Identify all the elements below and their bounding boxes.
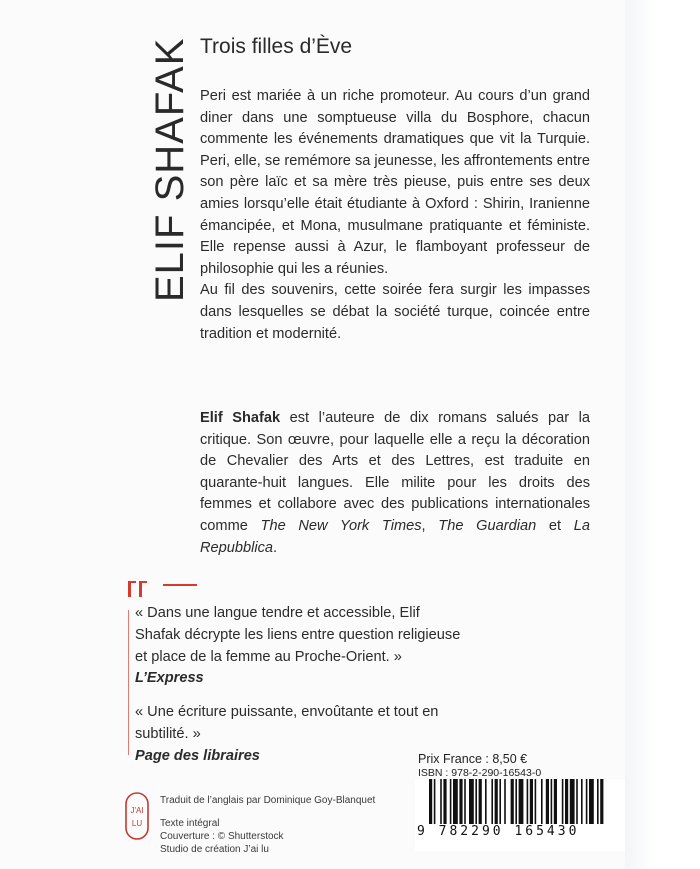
barcode-bar bbox=[499, 779, 501, 825]
quote-source: L’Express bbox=[135, 670, 204, 687]
barcode-bar bbox=[504, 779, 506, 825]
bio-separator-1: , bbox=[421, 517, 439, 534]
barcode-bar bbox=[546, 779, 549, 825]
barcode-bar bbox=[495, 779, 498, 825]
barcode-bar bbox=[519, 779, 524, 825]
bio-publication-1: The New York Times bbox=[260, 517, 422, 534]
barcode-bar bbox=[511, 779, 514, 825]
bio-publication-3: La Repubblica bbox=[200, 517, 590, 556]
summary-paragraph-1: Peri est mariée à un riche promoteur. Au cours d’un grand diner dans une somptueuse villa du Bosphore, chacun commente les événements dramatiques que vit la Turquie. Peri, elle, se remémore sa jeunesse, les affrontements entre son père laïc et sa mère très pieuse, puis entre ses deux amies lorsqu’elle était étudiante à Oxford : Shirin, Iranienne émancipée, et Mona, musulmane pratiquante et féministe. Elle repense aussi à Azur, le flamboyant professeur de philosophie qui les a réunies. bbox=[200, 88, 590, 277]
price-info bbox=[418, 752, 541, 779]
press-quote bbox=[135, 603, 465, 690]
author-name: ELIF SHAFAK bbox=[148, 37, 192, 302]
barcode-bar bbox=[565, 779, 568, 825]
barcode-bar bbox=[479, 779, 482, 825]
barcode bbox=[415, 779, 630, 851]
bio-author-name: Elif Shafak bbox=[200, 410, 281, 426]
bio-separator-2: et bbox=[536, 517, 574, 534]
barcode-bar bbox=[443, 779, 446, 825]
barcode-bar bbox=[597, 779, 599, 825]
barcode-bar bbox=[541, 779, 543, 825]
barcode-bar bbox=[469, 779, 474, 825]
studio-credit: Studio de création J’ai lu bbox=[160, 844, 269, 855]
barcode-bar bbox=[459, 779, 462, 825]
quote-vertical-rule bbox=[128, 610, 129, 755]
credits bbox=[160, 794, 375, 856]
barcode-bar bbox=[485, 779, 487, 825]
integral-text-note: Texte intégral bbox=[160, 818, 220, 829]
barcode-bar bbox=[554, 779, 557, 825]
barcode-bar bbox=[464, 779, 466, 825]
page-edge bbox=[625, 0, 700, 869]
barcode-bar bbox=[440, 779, 442, 825]
quote-text: « Une écriture puissante, envoûtante et tout en subtilité. » bbox=[135, 704, 439, 742]
barcode-digits: 9 782290 165430 bbox=[415, 824, 627, 839]
press-quote bbox=[135, 702, 465, 767]
author-bio bbox=[200, 408, 590, 559]
barcode-bar bbox=[562, 779, 564, 825]
book-title: Trois filles d’Ève bbox=[200, 35, 353, 58]
svg-text:LU: LU bbox=[131, 819, 143, 828]
barcode-bar bbox=[475, 779, 477, 825]
author-name-vertical bbox=[110, 30, 192, 310]
bio-publication-2: The Guardian bbox=[438, 517, 537, 534]
barcode-bar bbox=[581, 779, 583, 825]
barcode-bar bbox=[589, 779, 594, 825]
barcode-bar bbox=[551, 779, 553, 825]
quote-mark-icon bbox=[126, 577, 156, 599]
barcode-bar bbox=[491, 779, 493, 825]
press-quotes bbox=[135, 603, 465, 768]
barcode-bar bbox=[586, 779, 588, 825]
isbn: ISBN : 978-2-290-16543-0 bbox=[418, 767, 542, 779]
price: Prix France : 8,50 € bbox=[418, 752, 528, 766]
red-divider bbox=[163, 584, 197, 586]
translation-credit: Traduit de l’anglais par Dominique Goy-Blanquet bbox=[160, 795, 376, 806]
bio-end: . bbox=[273, 539, 278, 556]
summary-text bbox=[200, 86, 590, 345]
cover-credit: Couverture : © Shutterstock bbox=[160, 831, 284, 842]
quote-text: « Dans une langue tendre et accessible, Elif Shafak décrypte les liens entre question religieuse et place de la femme au Proche-Orient. » bbox=[135, 605, 461, 665]
barcode-bar bbox=[576, 779, 578, 825]
barcode-bar bbox=[530, 779, 533, 825]
barcode-bar bbox=[453, 779, 458, 825]
barcode-bar bbox=[535, 779, 537, 825]
barcode-bar bbox=[570, 779, 575, 825]
barcode-bar bbox=[450, 779, 452, 825]
svg-text:J'AI: J'AI bbox=[130, 806, 144, 815]
quote-source: Page des libraires bbox=[135, 747, 260, 764]
barcode-bar bbox=[527, 779, 529, 825]
bio-text: est l’auteure de dix romans salués par la critique. Son œuvre, pour laquelle elle a reçu la décoration de Chevalier des Arts et des Lettres, est traduite en quarante-huit langues. Elle milite pour les droits des femmes et collabore avec des publications internationales comme bbox=[200, 410, 590, 534]
summary-paragraph-2: Au fil des souvenirs, cette soirée fera surgir les impasses dans lesquelles se débat la société turque, coincée entre tradition et modernité. bbox=[200, 282, 590, 342]
jai-lu-logo bbox=[125, 792, 149, 840]
